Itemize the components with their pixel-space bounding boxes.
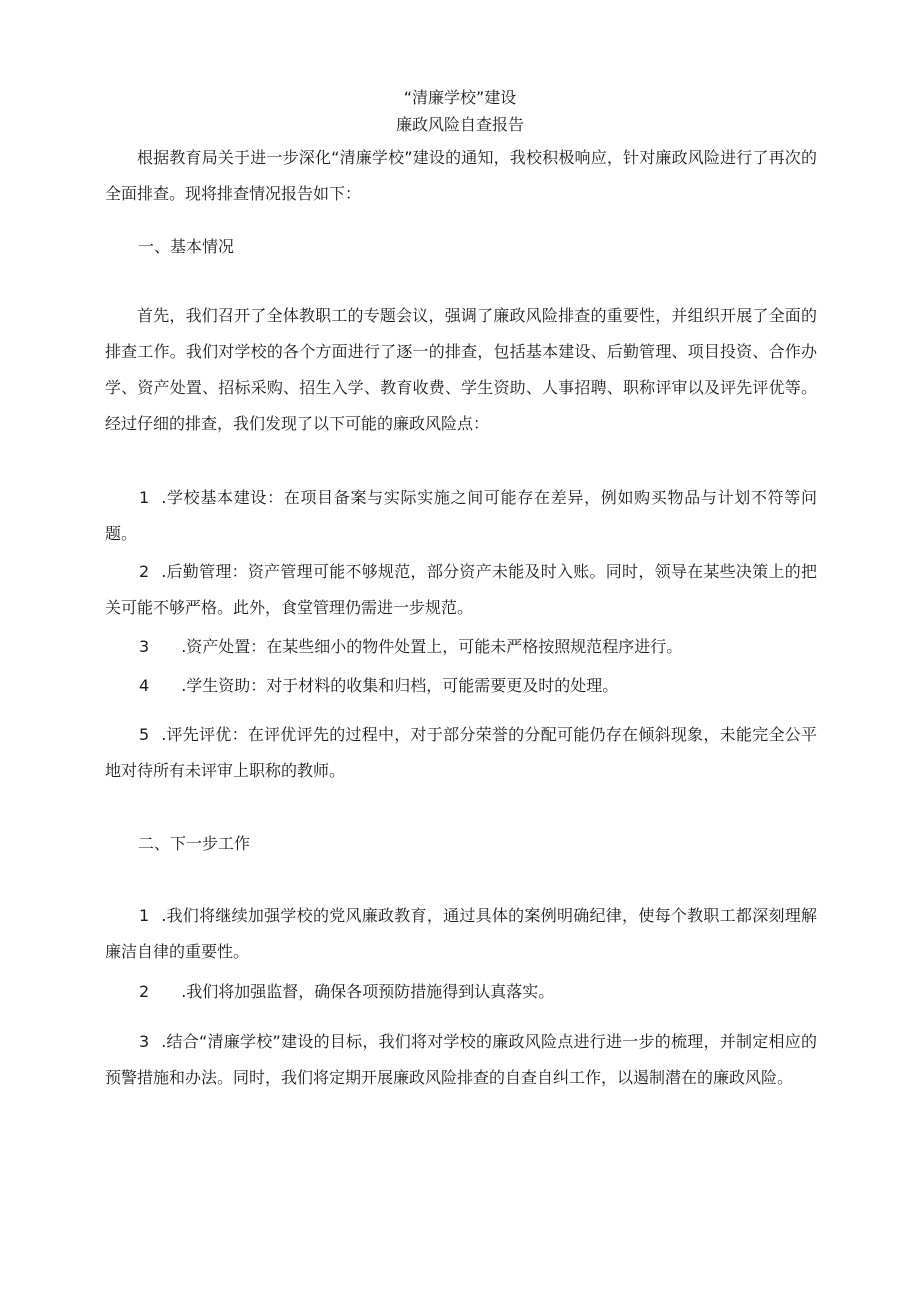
list-number: 1 (139, 488, 150, 507)
list-number: 4 (139, 676, 150, 695)
list-number: 1 (139, 906, 150, 925)
risk-item-2 (105, 554, 817, 626)
risk-item-3 (105, 629, 817, 665)
list-number: 5 (139, 725, 150, 744)
list-number: 2 (139, 982, 150, 1001)
list-item-text: .评先评优：在评优评先的过程中，对于部分荣誉的分配可能仍存在倾斜现象，未能完全公平地对待所有未评审上职称的教师。 (105, 725, 817, 780)
list-item-text: .学校基本建设：在项目备案与实际实施之间可能存在差异，例如购买物品与计划不符等问题。 (105, 488, 817, 543)
list-number: 2 (139, 562, 150, 581)
section1-paragraph: 首先，我们召开了全体教职工的专题会议，强调了廉政风险排查的重要性，并组织开展了全面的排查工作。我们对学校的各个方面进行了逐一的排查，包括基本建设、后勤管理、项目投资、合作办学、资产处置、招标采购、招生入学、教育收费、学生资助、人事招聘、职称评审以及评先评优等。经过仔细的排查，我们发现了以下可能的廉政风险点： (105, 306, 817, 433)
work-item-1 (105, 898, 817, 970)
section1-heading: 一、基本情况 (138, 237, 235, 256)
list-item-text: .学生资助：对于材料的收集和归档，可能需要更及时的处理。 (181, 676, 619, 695)
list-item-text: .我们将加强监督，确保各项预防措施得到认真落实。 (181, 982, 555, 1001)
list-item-text: .后勤管理：资产管理可能不够规范，部分资产未能及时入账。同时，领导在某些决策上的把关可能不够严格。此外，食堂管理仍需进一步规范。 (105, 562, 817, 617)
list-number: 3 (139, 1032, 150, 1051)
risk-item-1 (105, 480, 817, 552)
work-item-3 (105, 1024, 817, 1096)
document-title-line2: 廉政风险自查报告 (395, 115, 524, 134)
list-item-text: .结合“清廉学校”建设的目标，我们将对学校的廉政风险点进行进一步的梳理，并制定相应的预警措施和办法。同时，我们将定期开展廉政风险排查的自查自纠工作，以遏制潜在的廉政风险。 (105, 1032, 817, 1087)
section2-heading: 二、下一步工作 (138, 834, 251, 853)
work-item-2 (105, 974, 817, 1010)
risk-item-5 (105, 717, 817, 789)
list-item-text: .资产处置：在某些细小的物件处置上，可能未严格按照规范程序进行。 (181, 637, 683, 656)
list-item-text: .我们将继续加强学校的党风廉政教育，通过具体的案例明确纪律，使每个教职工都深刻理解廉洁自律的重要性。 (105, 906, 817, 961)
intro-paragraph: 根据教育局关于进一步深化“清廉学校”建设的通知，我校积极响应，针对廉政风险进行了再次的全面排查。现将排查情况报告如下： (105, 148, 817, 203)
risk-item-4 (105, 668, 817, 704)
list-number: 3 (139, 637, 150, 656)
document-title-line1: “清廉学校”建设 (403, 88, 517, 107)
